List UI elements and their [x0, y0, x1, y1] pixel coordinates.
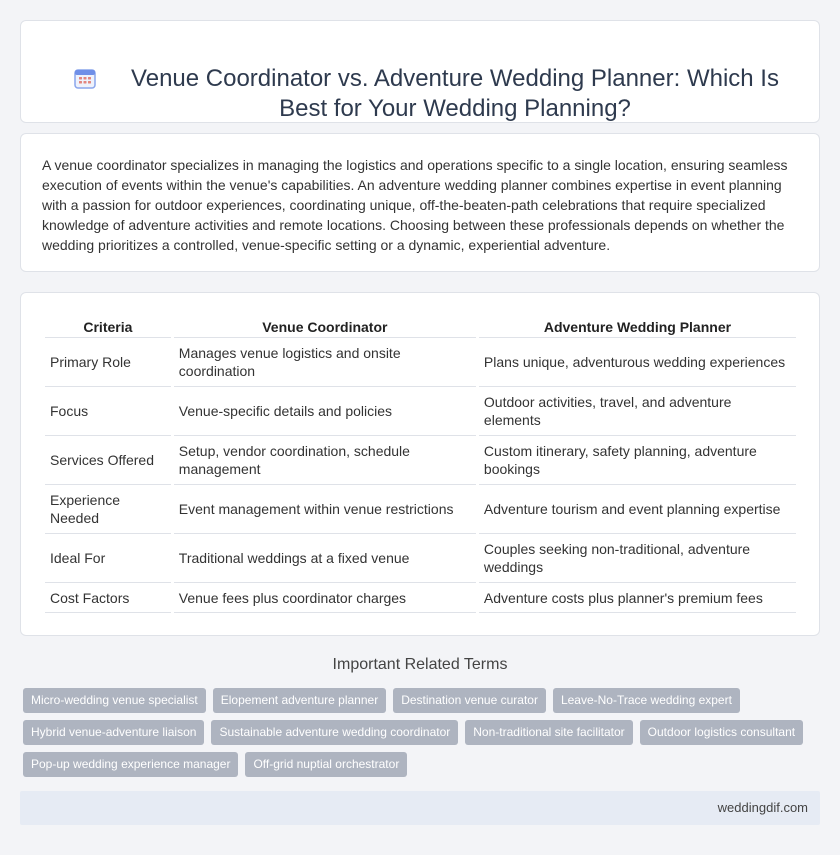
related-term-tag[interactable]: Outdoor logistics consultant: [640, 720, 803, 745]
row-adventure-value: Custom itinerary, safety planning, adventure bookings: [479, 436, 796, 485]
row-adventure-value: Adventure costs plus planner's premium fees: [479, 583, 796, 613]
related-term-tag[interactable]: Pop-up wedding experience manager: [23, 752, 238, 777]
row-venue-value: Manages venue logistics and onsite coordination: [174, 338, 476, 387]
row-venue-value: Traditional weddings at a fixed venue: [174, 534, 476, 583]
intro-card: [20, 133, 820, 272]
related-terms-heading: Important Related Terms: [332, 656, 508, 673]
related-term-tag[interactable]: Hybrid venue-adventure liaison: [23, 720, 204, 745]
table-row: [45, 534, 796, 583]
row-adventure-value: Outdoor activities, travel, and adventure elements: [479, 387, 796, 436]
header-adventure-planner: Adventure Wedding Planner: [479, 310, 796, 338]
comparison-card: [20, 292, 820, 636]
related-term-tag[interactable]: Destination venue curator: [393, 688, 546, 713]
row-venue-value: Venue fees plus coordinator charges: [174, 583, 476, 613]
header-criteria: Criteria: [45, 310, 171, 338]
site-credit[interactable]: weddingdif.com: [717, 800, 808, 815]
table-row: [45, 485, 796, 534]
row-adventure-value: Couples seeking non-traditional, adventure weddings: [479, 534, 796, 583]
row-criteria: Cost Factors: [45, 583, 171, 613]
row-venue-value: Venue-specific details and policies: [174, 387, 476, 436]
row-criteria: Services Offered: [45, 436, 171, 485]
table-row: [45, 583, 796, 613]
row-venue-value: Setup, vendor coordination, schedule management: [174, 436, 476, 485]
comparison-table: [42, 310, 799, 613]
row-criteria: Experience Needed: [45, 485, 171, 534]
intro-paragraph: A venue coordinator specializes in managing the logistics and operations specific to a single location, ensuring seamless execution of events within the venue's capabilities. An adventure wedding planner combines expertise in event planning with a passion for outdoor experiences, coordinating unique, off-the-beaten-path celebrations that require specialized knowledge of adventure activities and remote locations. Choosing between these professionals depends on whether the wedding prioritizes a controlled, venue-specific setting or a dynamic, experiential adventure.: [42, 157, 788, 253]
row-venue-value: Event management within venue restrictions: [174, 485, 476, 534]
page-title: Venue Coordinator vs. Adventure Wedding Planner: Which Is Best for Your Wedding Planning?: [131, 65, 779, 122]
related-terms-list: [23, 688, 823, 784]
table-header-row: [45, 310, 796, 338]
title-card: [20, 20, 820, 123]
row-criteria: Primary Role: [45, 338, 171, 387]
row-adventure-value: Plans unique, adventurous wedding experiences: [479, 338, 796, 387]
related-term-tag[interactable]: Non-traditional site facilitator: [465, 720, 632, 745]
calendar-icon: [73, 66, 97, 90]
row-criteria: Focus: [45, 387, 171, 436]
row-adventure-value: Adventure tourism and event planning expertise: [479, 485, 796, 534]
footer: [20, 791, 820, 825]
related-term-tag[interactable]: Micro-wedding venue specialist: [23, 688, 206, 713]
header-venue-coordinator: Venue Coordinator: [174, 310, 476, 338]
related-term-tag[interactable]: Off-grid nuptial orchestrator: [245, 752, 407, 777]
related-term-tag[interactable]: Leave-No-Trace wedding expert: [553, 688, 740, 713]
row-criteria: Ideal For: [45, 534, 171, 583]
table-row: [45, 338, 796, 387]
related-term-tag[interactable]: Sustainable adventure wedding coordinator: [211, 720, 458, 745]
table-row: [45, 436, 796, 485]
related-term-tag[interactable]: Elopement adventure planner: [213, 688, 386, 713]
table-row: [45, 387, 796, 436]
